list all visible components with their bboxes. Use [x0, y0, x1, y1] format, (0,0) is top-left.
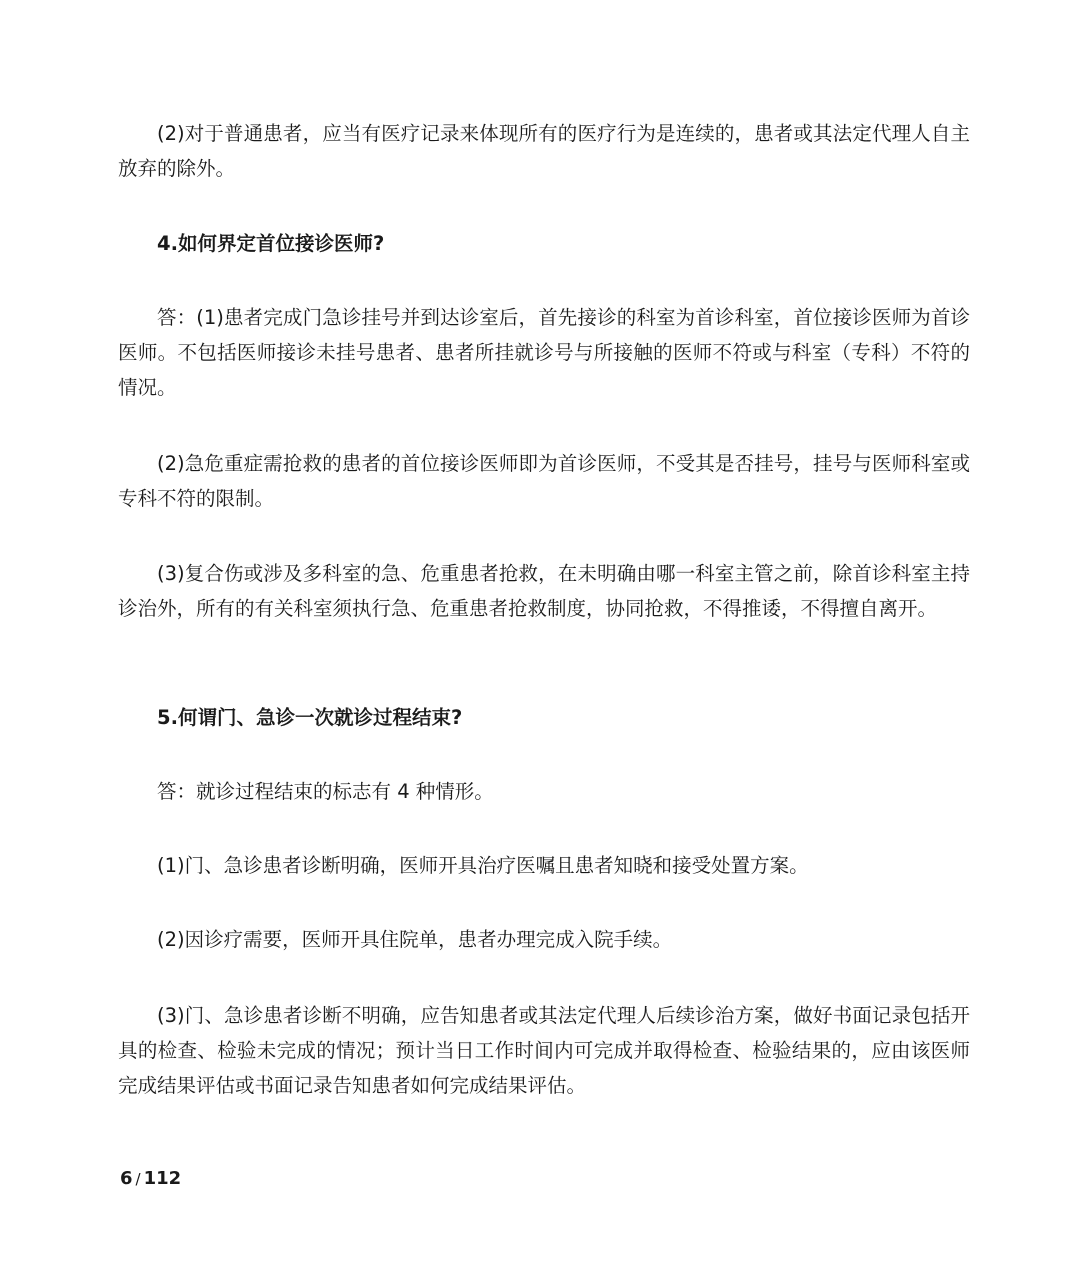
page-total: 112: [143, 1168, 182, 1189]
page-separator: /: [135, 1170, 141, 1188]
paragraph-answer-5-1: (1)门、急诊患者诊断明确，医师开具治疗医嘱且患者知晓和接受处置方案。: [157, 854, 809, 877]
heading-question-5: 5.何谓门、急诊一次就诊过程结束?: [157, 706, 463, 729]
paragraph-answer-5-3: (3)门、急诊患者诊断不明确，应告知患者或其法定代理人后续诊治方案，做好书面记录包括开具的检查、检验未完成的情况；预计当日工作时间内可完成并取得检查、检验结果的，应由该医师完成结果评估或书面记录告知患者如何完成结果评估。: [118, 1004, 970, 1097]
page-current: 6: [120, 1168, 133, 1189]
page-indicator: [120, 1166, 181, 1192]
paragraph-answer-4-3: (3)复合伤或涉及多科室的急、危重患者抢救，在未明确由哪一科室主管之前，除首诊科室主持诊治外，所有的有关科室须执行急、危重患者抢救制度，协同抢救，不得推诿，不得擅自离开。: [118, 562, 970, 620]
paragraph-answer-4-2: (2)急危重症需抢救的患者的首位接诊医师即为首诊医师，不受其是否挂号，挂号与医师科室或专科不符的限制。: [118, 452, 970, 510]
paragraph-answer-4-1: 答：(1)患者完成门急诊挂号并到达诊室后，首先接诊的科室为首诊科室，首位接诊医师为首诊医师。不包括医师接诊未挂号患者、患者所挂就诊号与所接触的医师不符或与科室（专科）不符的情况。: [118, 306, 970, 399]
heading-question-4: 4.如何界定首位接诊医师?: [157, 232, 385, 255]
paragraph-answer-5-intro: 答：就诊过程结束的标志有 4 种情形。: [157, 780, 494, 803]
paragraph-ordinary-patients: (2)对于普通患者，应当有医疗记录来体现所有的医疗行为是连续的，患者或其法定代理人自主放弃的除外。: [118, 122, 970, 180]
paragraph-answer-5-2: (2)因诊疗需要，医师开具住院单，患者办理完成入院手续。: [157, 928, 673, 951]
